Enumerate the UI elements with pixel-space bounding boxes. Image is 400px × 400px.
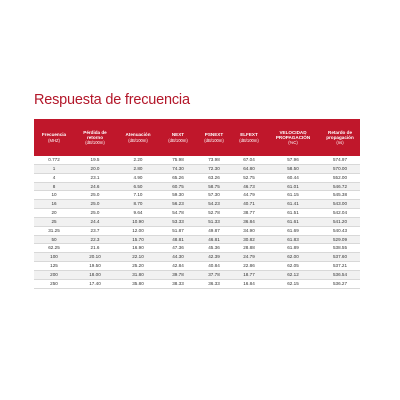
- column-header: [196, 119, 232, 156]
- table-cell: 16: [34, 200, 74, 209]
- table-cell: 61.83: [266, 235, 320, 244]
- table-cell: 53.33: [160, 217, 196, 226]
- table-cell: 72.30: [196, 164, 232, 173]
- table-cell: 61.89: [266, 244, 320, 253]
- table-cell: 537.21: [320, 262, 360, 271]
- column-header: [74, 119, 116, 156]
- table-cell: 10.90: [116, 217, 160, 226]
- table-cell: 64.80: [232, 164, 266, 173]
- table-cell: 58.75: [196, 182, 232, 191]
- table-cell: 74.30: [160, 164, 196, 173]
- table-cell: 40.84: [196, 262, 232, 271]
- table-cell: 529.09: [320, 235, 360, 244]
- table-cell: 36.33: [196, 279, 232, 288]
- table-cell: 44.30: [160, 253, 196, 262]
- table-cell: 16.84: [232, 279, 266, 288]
- table-cell: 2.20: [116, 156, 160, 164]
- table-cell: 37.78: [196, 270, 232, 279]
- table-cell: 57.96: [266, 156, 320, 164]
- table-cell: 30.82: [232, 235, 266, 244]
- table-cell: 552.00: [320, 173, 360, 182]
- table-cell: 59.30: [160, 191, 196, 200]
- table-cell: 44.79: [232, 191, 266, 200]
- table-row: [34, 164, 360, 173]
- table-cell: 15.70: [116, 235, 160, 244]
- table-cell: 52.78: [196, 209, 232, 218]
- table-cell: 12.00: [116, 226, 160, 235]
- table-cell: 1: [34, 164, 74, 173]
- table-cell: 100: [34, 253, 74, 262]
- column-header-unit: (dB/100m): [168, 137, 188, 143]
- table-row: [34, 156, 360, 164]
- header-row: [34, 119, 360, 156]
- table-cell: 61.69: [266, 226, 320, 235]
- table-cell: 23.7: [74, 226, 116, 235]
- table-cell: 25: [34, 217, 74, 226]
- table-cell: 54.78: [160, 209, 196, 218]
- table-row: [34, 270, 360, 279]
- table-cell: 61.61: [266, 217, 320, 226]
- table-row: [34, 235, 360, 244]
- table-cell: 8: [34, 182, 74, 191]
- table-cell: 57.30: [196, 191, 232, 200]
- column-header: [320, 119, 360, 156]
- table-cell: 28.88: [232, 244, 266, 253]
- table-cell: 25.0: [74, 191, 116, 200]
- table-cell: 537.60: [320, 253, 360, 262]
- table-cell: 16.90: [116, 244, 160, 253]
- frequency-response-table: [34, 119, 360, 289]
- table-cell: 62.05: [266, 262, 320, 271]
- column-header-label: VELOCIDAD PROPAGACIÓN: [275, 129, 311, 140]
- table-cell: 9.64: [116, 209, 160, 218]
- table-cell: 61.51: [266, 209, 320, 218]
- column-header-label: ELFEXT: [240, 132, 258, 138]
- column-header-label: Atenuación: [125, 132, 151, 138]
- table-cell: 47.36: [160, 244, 196, 253]
- table-cell: 22.86: [232, 262, 266, 271]
- table-cell: 10: [34, 191, 74, 200]
- column-header-unit: (MHZ): [48, 137, 60, 143]
- table-row: [34, 262, 360, 271]
- table-cell: 25.0: [74, 209, 116, 218]
- table-cell: 36.84: [232, 217, 266, 226]
- table-cell: 62.25: [34, 244, 74, 253]
- column-header-label: NEXT: [171, 132, 185, 138]
- table-cell: 20.10: [74, 253, 116, 262]
- table-cell: 546.72: [320, 182, 360, 191]
- table-cell: 31.25: [34, 226, 74, 235]
- table-cell: 60.75: [160, 182, 196, 191]
- table-cell: 61.01: [266, 182, 320, 191]
- table-cell: 0.772: [34, 156, 74, 164]
- table-cell: 541.20: [320, 217, 360, 226]
- column-header-unit: (dB/100m): [85, 140, 105, 146]
- table-cell: 17.40: [74, 279, 116, 288]
- table-cell: 46.81: [196, 235, 232, 244]
- table-row: [34, 253, 360, 262]
- table-cell: 250: [34, 279, 74, 288]
- column-header-label: Retardo de propagación: [326, 129, 354, 140]
- table-row: [34, 191, 360, 200]
- table-cell: 61.41: [266, 200, 320, 209]
- column-header-label: Frecuencia: [41, 132, 67, 138]
- table-cell: 19.50: [74, 262, 116, 271]
- table-cell: 62.00: [266, 253, 320, 262]
- table-cell: 73.98: [196, 156, 232, 164]
- column-header-unit: (%C): [288, 140, 298, 146]
- table-cell: 61.15: [266, 191, 320, 200]
- table-row: [34, 173, 360, 182]
- table-cell: 542.04: [320, 209, 360, 218]
- table-cell: 20.0: [74, 164, 116, 173]
- table-cell: 38.33: [160, 279, 196, 288]
- table-cell: 536.27: [320, 279, 360, 288]
- column-header-unit: (dB/100m): [204, 137, 224, 143]
- table-cell: 45.36: [196, 244, 232, 253]
- table-cell: 574.97: [320, 156, 360, 164]
- column-header: [232, 119, 266, 156]
- table-cell: 25.0: [74, 200, 116, 209]
- table-cell: 200: [34, 270, 74, 279]
- table-cell: 63.26: [196, 173, 232, 182]
- table-cell: 24.79: [232, 253, 266, 262]
- table-cell: 536.54: [320, 270, 360, 279]
- table-row: [34, 209, 360, 218]
- table-cell: 25.20: [116, 262, 160, 271]
- table-cell: 19.5: [74, 156, 116, 164]
- table-cell: 570.00: [320, 164, 360, 173]
- column-header: [266, 119, 320, 156]
- table-body: [34, 156, 360, 288]
- table-row: [34, 182, 360, 191]
- table-cell: 56.23: [160, 200, 196, 209]
- column-header: [160, 119, 196, 156]
- table-cell: 24.4: [74, 217, 116, 226]
- table-cell: 38.77: [232, 209, 266, 218]
- column-header-label: Pérdida de retorno: [83, 129, 107, 140]
- table-cell: 51.87: [160, 226, 196, 235]
- table-header: [34, 119, 360, 156]
- table-cell: 40.71: [232, 200, 266, 209]
- table-cell: 4.90: [116, 173, 160, 182]
- table-cell: 46.73: [232, 182, 266, 191]
- table-cell: 67.04: [232, 156, 266, 164]
- table-cell: 34.90: [232, 226, 266, 235]
- table-row: [34, 217, 360, 226]
- table-row: [34, 279, 360, 288]
- table-cell: 18.00: [74, 270, 116, 279]
- table-row: [34, 244, 360, 253]
- table-cell: 538.55: [320, 244, 360, 253]
- table-cell: 39.78: [160, 270, 196, 279]
- table-cell: 31.80: [116, 270, 160, 279]
- table-cell: 58.50: [266, 164, 320, 173]
- column-header: [116, 119, 160, 156]
- table-cell: 21.6: [74, 244, 116, 253]
- table-cell: 23.1: [74, 173, 116, 182]
- table-cell: 49.87: [196, 226, 232, 235]
- table-cell: 52.75: [232, 173, 266, 182]
- table-cell: 540.43: [320, 226, 360, 235]
- table-cell: 54.23: [196, 200, 232, 209]
- table-cell: 62.15: [266, 279, 320, 288]
- table-cell: 42.84: [160, 262, 196, 271]
- table-cell: 51.33: [196, 217, 232, 226]
- column-header-unit: (dB/100m): [239, 137, 259, 143]
- table-cell: 60.44: [266, 173, 320, 182]
- column-header-unit: (dB/100m): [128, 137, 148, 143]
- page-title: Respuesta de frecuencia: [34, 92, 190, 108]
- table-cell: 7.10: [116, 191, 160, 200]
- table-row: [34, 200, 360, 209]
- table-cell: 62.12: [266, 270, 320, 279]
- table-cell: 65.26: [160, 173, 196, 182]
- table-cell: 24.6: [74, 182, 116, 191]
- column-header-label: PSNEXT: [204, 132, 224, 138]
- table-cell: 50: [34, 235, 74, 244]
- table-cell: 2.80: [116, 164, 160, 173]
- table-cell: 125: [34, 262, 74, 271]
- table-cell: 6.50: [116, 182, 160, 191]
- table-cell: 8.70: [116, 200, 160, 209]
- table-cell: 22.3: [74, 235, 116, 244]
- table-cell: 545.38: [320, 191, 360, 200]
- table-cell: 4: [34, 173, 74, 182]
- column-header: [34, 119, 74, 156]
- table-cell: 22.10: [116, 253, 160, 262]
- table-cell: 18.77: [232, 270, 266, 279]
- table-cell: 42.39: [196, 253, 232, 262]
- table-row: [34, 226, 360, 235]
- table-cell: 543.00: [320, 200, 360, 209]
- column-header-unit: (ns): [336, 140, 344, 146]
- table-cell: 48.81: [160, 235, 196, 244]
- table-cell: 20: [34, 209, 74, 218]
- table-cell: 35.80: [116, 279, 160, 288]
- table-cell: 75.98: [160, 156, 196, 164]
